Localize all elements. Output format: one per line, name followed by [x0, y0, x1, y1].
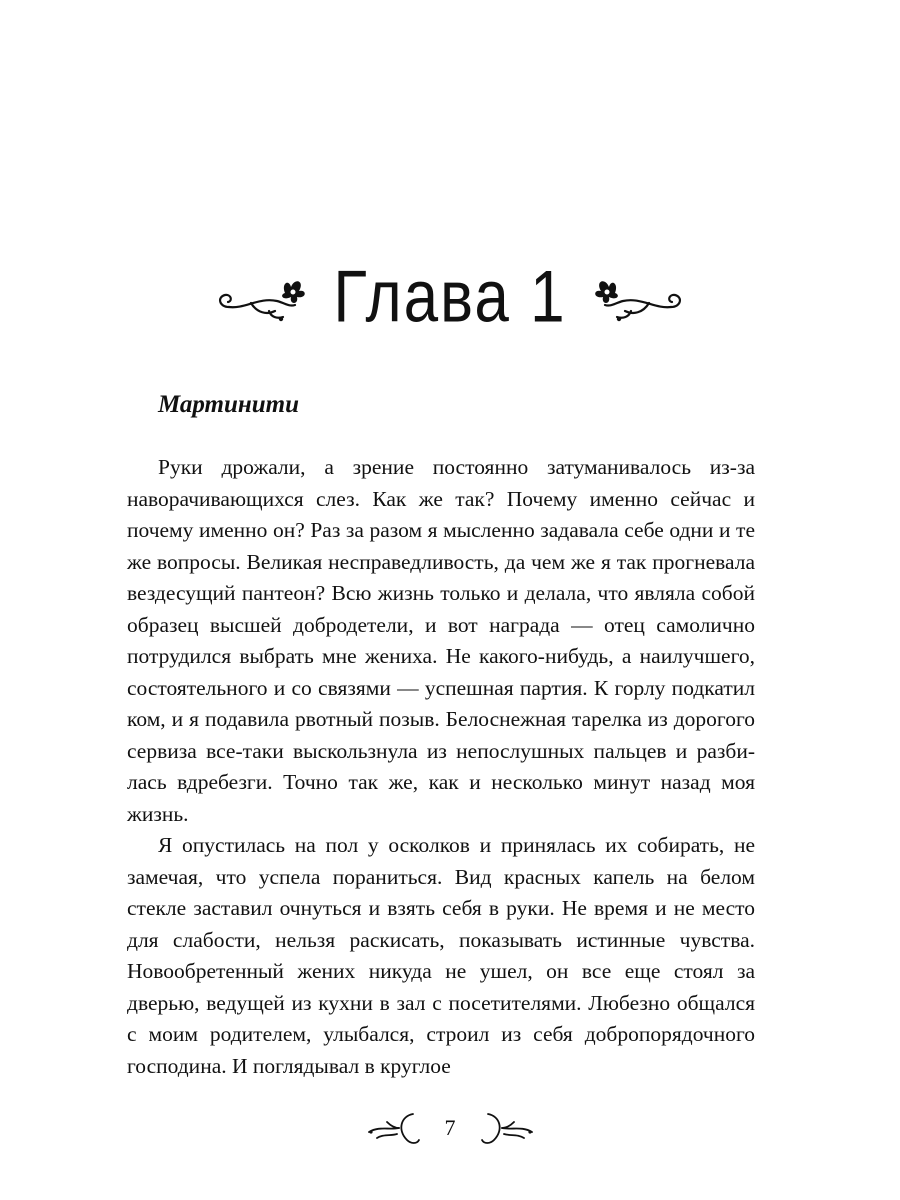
- page-footer: [0, 1104, 900, 1152]
- pov-character-heading: Мартинити: [158, 391, 300, 418]
- page-number: 7: [444, 1115, 456, 1140]
- chapter-header: [0, 258, 900, 338]
- left-footer-ornament-icon: [363, 1108, 423, 1148]
- paragraph: Я опустилась на пол у осколков и принялась их собирать, не замечая, что успела пораниться. Вид красных капель на белом стекле заставил очнуться и взять себя в руки. Не время и не место для слабости, нельзя раскисать, показывать истинные чувства. Новообретенный жених никуда не ушел, он все еще стоял за дверью, ведущей из кухни в зал с посетителями. Любезно общался с моим родителем, улыбался, строил из себя добропорядочного господина. И поглядывал в круглое: [127, 833, 755, 1078]
- left-flourish-ornament-icon: [211, 273, 311, 323]
- paragraph: Руки дрожали, а зрение постоянно затуманивалось из-за наворачивающихся слез. Как же так? Почему именно сейчас и почему именно он? Раз за разом я мысленно задавала себе одни и те же вопросы. Великая несправедливость, да чем же я так прогневала вездесущий пантеон? Всю жизнь только и делала, что являла собой образец высшей добродетели, и вот награда — отец самолично потрудился выбрать мне жениха. Не какого-нибудь, а наилучшего, состоятельного и со связями — успешная партия. К горлу подкатил ком, и я подавила рвотный позыв. Белоснежная тарелка из дорогого сервиза все-таки выскользнула из непослушных пальцев и разбилась вдребезги. Точно так же, как и несколько минут назад моя жизнь.: [127, 455, 755, 826]
- right-footer-ornament-icon: [478, 1108, 538, 1148]
- right-flourish-ornament-icon: [589, 273, 689, 323]
- chapter-title: Глава 1: [333, 256, 567, 339]
- chapter-body-text: [127, 452, 755, 1082]
